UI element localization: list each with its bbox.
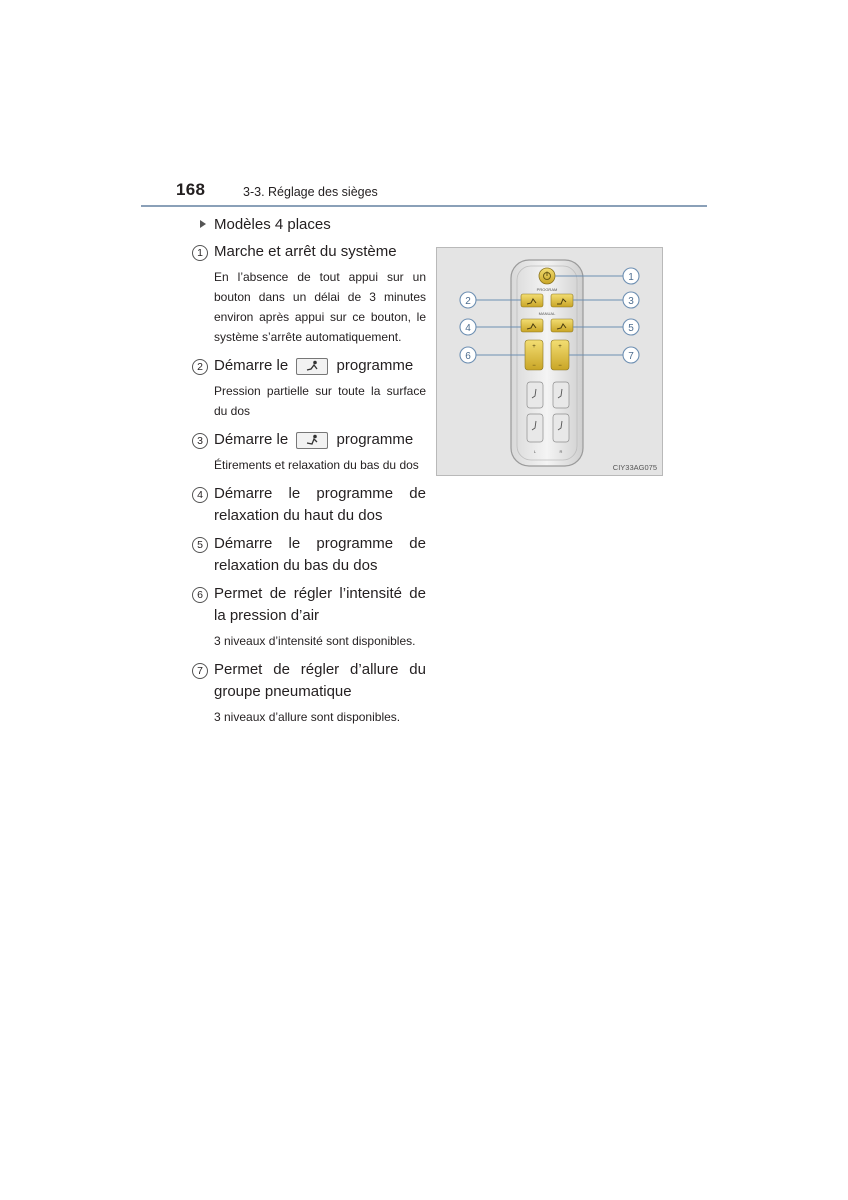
list-item bbox=[192, 533, 426, 577]
item-title-post: programme bbox=[336, 431, 414, 448]
remote-control-illustration bbox=[437, 248, 664, 477]
svg-text:−: − bbox=[532, 363, 536, 369]
program-label: PROGRAM bbox=[536, 287, 558, 292]
item-description: En l’absence de tout appui sur un bouton dans un délai de 3 minutes environ après appui sur ce bouton, le système s’arrête automatiquement. bbox=[214, 270, 426, 344]
list-item bbox=[192, 583, 426, 627]
circled-number: 1 bbox=[192, 245, 208, 261]
item-title bbox=[214, 355, 426, 377]
item-title-post: programme bbox=[336, 357, 414, 374]
triangle-bullet-icon bbox=[200, 220, 206, 228]
item-title: Démarre le programme de relaxation du bas du dos bbox=[214, 535, 426, 574]
item-description: 3 niveaux d’intensité sont disponibles. bbox=[214, 634, 416, 648]
svg-text:−: − bbox=[558, 363, 562, 369]
list-item bbox=[192, 659, 426, 703]
header-rule bbox=[141, 205, 707, 207]
right-label: R bbox=[559, 449, 563, 454]
callout-5: 5 bbox=[628, 323, 634, 334]
circled-number: 4 bbox=[192, 487, 208, 503]
section-title: 3-3. Réglage des sièges bbox=[243, 185, 378, 199]
item-title: Permet de régler l’intensité de la pression d’air bbox=[214, 585, 426, 624]
stretch-program-icon bbox=[296, 432, 328, 449]
item-title: Marche et arrêt du système bbox=[214, 243, 397, 260]
figure-code: CIY33AG075 bbox=[612, 463, 657, 472]
models-heading bbox=[200, 213, 426, 235]
callout-2: 2 bbox=[465, 296, 471, 307]
callout-1: 1 bbox=[628, 272, 634, 283]
item-title: Permet de régler d’allure du groupe pneumatique bbox=[214, 661, 426, 700]
svg-text:+: + bbox=[558, 344, 562, 350]
circled-number: 5 bbox=[192, 537, 208, 553]
models-label: Modèles 4 places bbox=[214, 215, 331, 233]
callout-3: 3 bbox=[628, 296, 634, 307]
list-item bbox=[192, 429, 426, 451]
list-item bbox=[192, 483, 426, 527]
callout-4: 4 bbox=[465, 323, 471, 334]
circled-number: 2 bbox=[192, 359, 208, 375]
item-title bbox=[214, 429, 426, 451]
massage-program-icon bbox=[296, 358, 328, 375]
left-label: L bbox=[533, 449, 537, 454]
list-item bbox=[192, 241, 426, 263]
item-description: Étirements et relaxation du bas du dos bbox=[214, 458, 419, 472]
circled-number: 7 bbox=[192, 663, 208, 679]
circled-number: 3 bbox=[192, 433, 208, 449]
circled-number: 6 bbox=[192, 587, 208, 603]
manual-label: MANUAL bbox=[538, 311, 556, 316]
callout-7: 7 bbox=[628, 351, 634, 362]
page-number: 168 bbox=[176, 180, 206, 199]
svg-text:+: + bbox=[532, 344, 536, 350]
item-title: Démarre le programme de relaxation du haut du dos bbox=[214, 485, 426, 524]
list-item bbox=[192, 355, 426, 377]
item-description: Pression partielle sur toute la surface du dos bbox=[214, 384, 426, 418]
remote-control-figure bbox=[436, 247, 663, 476]
callout-6: 6 bbox=[465, 351, 471, 362]
content-column bbox=[192, 213, 426, 727]
item-description: 3 niveaux d’allure sont disponibles. bbox=[214, 710, 401, 724]
item-title-pre: Démarre le bbox=[214, 357, 289, 374]
item-title-pre: Démarre le bbox=[214, 431, 289, 448]
